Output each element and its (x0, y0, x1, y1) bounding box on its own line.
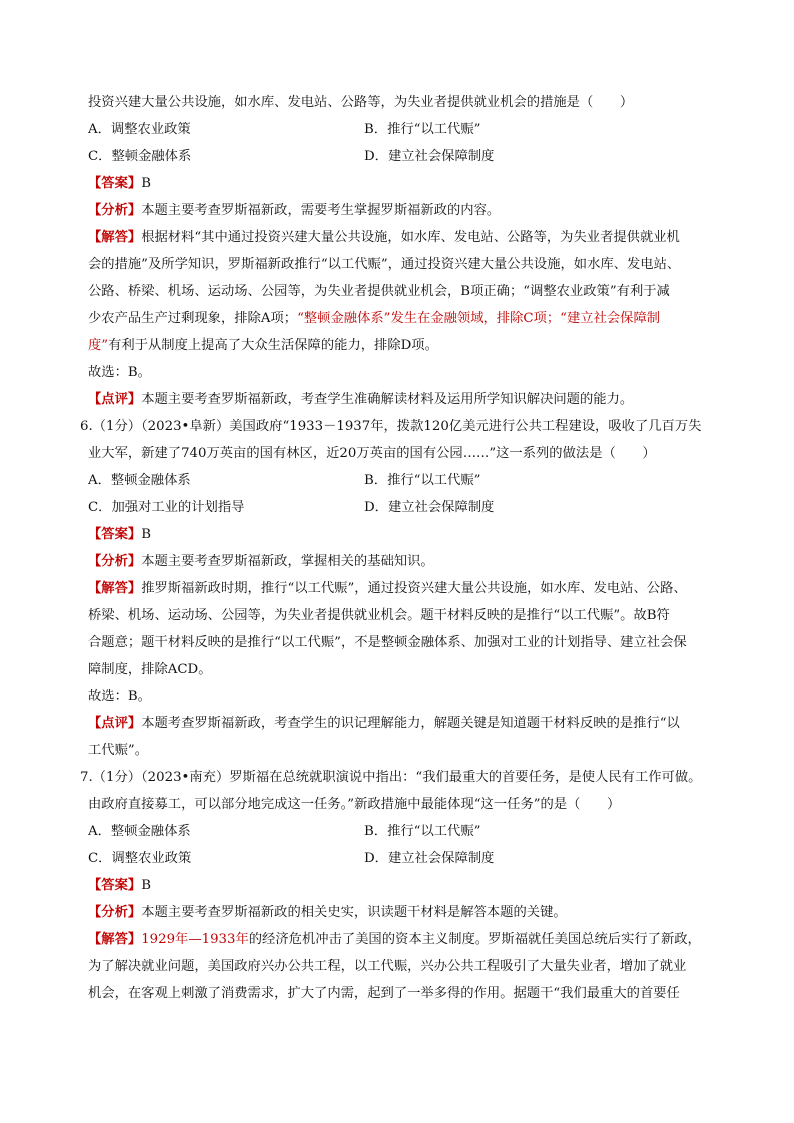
solution-label: 【解答】 (88, 932, 142, 947)
q5-solution-line-4 (88, 305, 724, 332)
q7-solution-line-2: 为了解决就业问题，美国政府兴办公共工程，以工代赈，兴办公共工程吸引了大量失业者，增加了就业 (88, 959, 687, 974)
q6-stem-line-2: 业大军，新建了740万英亩的国有林区，近20万英亩的国有公园……”这一系列的做法是（ ） (88, 446, 656, 461)
q5-option-d: D．建立社会保障制度 (364, 149, 495, 164)
q5-options-row-1 (88, 116, 724, 143)
analysis-text: 本题主要考查罗斯福新政，掌握相关的基础知识。 (141, 554, 434, 569)
q7-options-row-1 (88, 818, 724, 845)
q5-answer (88, 170, 724, 197)
q6-analysis (88, 548, 724, 575)
q5-comment (88, 386, 724, 413)
solution-text: 根据材料“其中通过投资兴建大量公共设施，如水库、发电站、公路等，为失业者提供就业机 (141, 230, 680, 245)
solution-text: 有利于从制度上提高了大众生活保障的能力，排除D项。 (108, 338, 438, 353)
analysis-text: 本题主要考查罗斯福新政的相关史实，识读题干材料是解答本题的关键。 (141, 905, 567, 920)
q5-option-c: C．整顿金融体系 (88, 149, 192, 164)
q7-option-c: C．调整农业政策 (88, 851, 192, 866)
q5-stem: 投资兴建大量公共设施，如水库、发电站、公路等，为失业者提供就业机会的措施是（ ） (88, 95, 634, 110)
q7-option-d: D．建立社会保障制度 (364, 851, 495, 866)
q7-options-row-2 (88, 845, 724, 872)
q5-conclusion: 故选：B。 (88, 365, 151, 380)
q7-solution-line-3: 机会，在客观上刺激了消费需求，扩大了内需，起到了一举多得的作用。据题干“我们最重大的首要任 (88, 986, 680, 1001)
q7-option-a: A．整顿金融体系 (88, 824, 191, 839)
solution-label: 【解答】 (88, 581, 142, 596)
q6-stem-line-1: 6.（1分）（2023•阜新）美国政府“1933－1937年，拨款120亿美元进行公共工程建设，吸收了几百万失 (80, 419, 702, 434)
q7-answer (88, 872, 724, 899)
q6-option-b: B．推行“以工代赈” (364, 473, 481, 488)
analysis-label: 【分析】 (88, 905, 142, 920)
answer-value: B (141, 527, 151, 542)
q7-stem-line-1: 7.（1分）（2023•南充）罗斯福在总统就职演说中指出：“我们最重大的首要任务，是使人民有工作可做。 (80, 770, 702, 785)
q6-solution-line-1 (88, 575, 724, 602)
q6-option-a: A．整顿金融体系 (88, 473, 191, 488)
analysis-text: 本题主要考查罗斯福新政，需要考生掌握罗斯福新政的内容。 (141, 203, 501, 218)
answer-value: B (141, 176, 151, 191)
q6-option-c: C．加强对工业的计划指导 (88, 500, 245, 515)
page-content (80, 89, 724, 1007)
answer-label: 【答案】 (88, 878, 142, 893)
q6-comment-line-2: 工代赈”。 (88, 743, 148, 758)
q7-stem-line-2: 由政府直接募工，可以部分地完成这一任务。”新政措施中最能体现“这一任务”的是（ ） (88, 797, 621, 812)
q6-solution-line-4: 障制度，排除ACD。 (88, 662, 212, 677)
solution-highlight: 度” (88, 338, 109, 353)
comment-text: 本题考查罗斯福新政，考查学生的识记理解能力，解题关键是知道题干材料反映的是推行“以 (141, 716, 680, 731)
analysis-label: 【分析】 (88, 554, 142, 569)
comment-text: 本题主要考查罗斯福新政，考查学生准确解读材料及运用所学知识解决问题的能力。 (141, 392, 634, 407)
comment-label: 【点评】 (88, 392, 142, 407)
q6-comment-line-1 (88, 710, 724, 737)
q5-options-row-2 (88, 143, 724, 170)
q6-answer (88, 521, 724, 548)
solution-text: 少农产品生产过剩现象，排除A项； (88, 311, 298, 326)
analysis-label: 【分析】 (88, 203, 142, 218)
answer-label: 【答案】 (88, 527, 142, 542)
q5-option-a: A．调整农业政策 (88, 122, 191, 137)
answer-label: 【答案】 (88, 176, 142, 191)
q6-conclusion: 故选：B。 (88, 689, 151, 704)
q6-option-d: D．建立社会保障制度 (364, 500, 495, 515)
comment-label: 【点评】 (88, 716, 142, 731)
q5-analysis (88, 197, 724, 224)
solution-text: 的经济危机冲击了美国的资本主义制度。罗斯福就任美国总统后实行了新政， (248, 932, 701, 947)
solution-label: 【解答】 (88, 230, 142, 245)
q7-analysis (88, 899, 724, 926)
q5-solution-line-2: 会的措施”及所学知识，罗斯福新政推行“以工代赈”，通过投资兴建大量公共设施，如水库、发电站、 (88, 257, 681, 272)
q6-solution-line-2: 桥梁、机场、运动场、公园等，为失业者提供就业机会。题干材料反映的是推行“以工代赈”。故B符 (88, 608, 670, 623)
solution-highlight: 1929年—1933年 (141, 932, 249, 947)
q7-solution-line-1 (88, 926, 724, 953)
q6-options-row-1 (88, 467, 724, 494)
q5-option-b: B．推行“以工代赈” (364, 122, 481, 137)
q5-solution-line-3: 公路、桥梁、机场、运动场、公园等，为失业者提供就业机会，B项正确；“调整农业政策”有利于减 (88, 284, 670, 299)
q6-solution-line-3: 合题意；题干材料反映的是推行“以工代赈”，不是整顿金融体系、加强对工业的计划指导、建立社会保 (88, 635, 687, 650)
q7-option-b: B．推行“以工代赈” (364, 824, 481, 839)
q6-options-row-2 (88, 494, 724, 521)
q5-solution-line-1 (88, 224, 724, 251)
answer-value: B (141, 878, 151, 893)
solution-text: 推罗斯福新政时期，推行“以工代赈”，通过投资兴建大量公共设施，如水库、发电站、公路、 (141, 581, 687, 596)
q5-solution-line-5 (88, 332, 724, 359)
solution-highlight: “整顿金融体系”发生在金融领域，排除C项；“建立社会保障制 (297, 311, 661, 326)
